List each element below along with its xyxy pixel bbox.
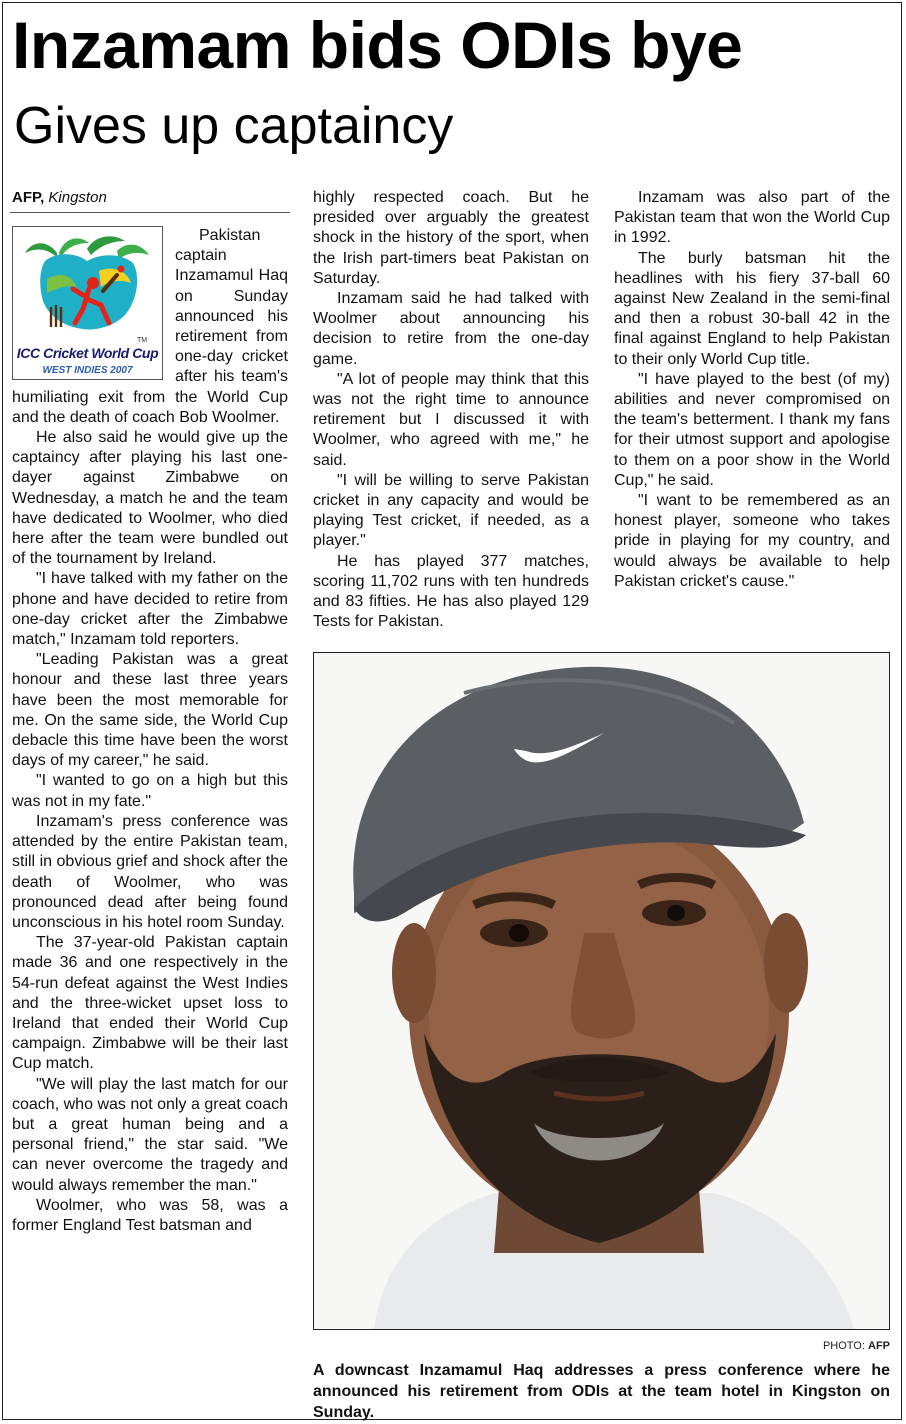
article-column-3 — [614, 188, 890, 592]
paragraph: "I have talked with my father on the phone and have decided to retire from one-day cricket after the Zimbabwe match," Inzamam told reporters. — [12, 570, 288, 649]
byline-place: Kingston — [48, 189, 107, 206]
article-column-2 — [313, 188, 589, 632]
logo-subtitle: WEST INDIES 2007 — [42, 365, 133, 376]
paragraph: "I want to be remembered as an honest player, someone who takes pride in playing for my country, and would always be available to help Pakistan cricket's cause." — [614, 492, 890, 590]
world-cup-logo — [12, 226, 163, 380]
paragraph: He has played 377 matches, scoring 11,702 runs with ten hundreds and 83 fifties. He has also played 129 Tests for Pakistan. — [313, 552, 589, 631]
paragraph: highly respected coach. But he presided over arguably the greatest shock in the history of the sport, when the Irish part-timers beat Pakistan on Saturday. — [313, 189, 589, 287]
photo-caption: A downcast Inzamamul Haq addresses a press conference where he announced his retirement from ODIs at the team hotel in Kingston on Sunday. — [313, 1362, 890, 1421]
photo-credit-label: PHOTO: — [822, 1340, 865, 1352]
paragraph: Pakistan captain Inzamamul Haq on Sunday announced his retirement from one-day cricket after his team's humiliating exit from the World Cup and the death of coach Bob Woolmer. — [12, 227, 288, 426]
paragraph: "I wanted to go on a high but this was not in my fate." — [12, 772, 288, 810]
paragraph: "A lot of people may think that this was not the right time to announce retirement but I discussed it with Woolmer, who agreed with me," he said. — [313, 370, 589, 469]
photo-credit-source: AFP — [868, 1340, 890, 1352]
inzamam-portrait-photo-icon — [314, 653, 889, 1329]
news-photo — [313, 652, 890, 1330]
byline-rule — [10, 212, 290, 213]
paragraph: Inzamam was also part of the Pakistan team that won the World Cup in 1992. — [614, 189, 890, 247]
logo-trademark: TM — [137, 337, 148, 344]
paragraph: Inzamam's press conference was attended by the entire Pakistan team, still in obvious grief and shock after the death of Woolmer, who was pronounced dead after being found unconscious in his hotel room Sunday. — [12, 812, 288, 931]
paragraph: The burly batsman hit the headlines with his fiery 37-ball 60 against New Zealand in the semi-final and then a robust 30-ball 42 in the final against England to help Pakistan to their only World Cup title. — [614, 249, 890, 368]
logo-title: ICC Cricket World Cup — [16, 345, 159, 361]
paragraph: "Leading Pakistan was a great honour and these last three years have been the most memorable for me. On the same side, the World Cup debacle this time have been the worst days of my career," he said. — [12, 651, 288, 770]
paragraph: Woolmer, who was 58, was a former England Test batsman and — [12, 1196, 288, 1234]
article-column-1 — [12, 226, 288, 1236]
byline-agency: AFP, — [12, 189, 45, 206]
cricket-world-cup-logo-icon — [17, 231, 158, 341]
paragraph: The 37-year-old Pakistan captain made 36 and one respectively in the 54-run defeat against the West Indies and the three-wicket upset loss to Ireland that ended their World Cup campaign. Zimbabwe will be their last Cup match. — [12, 934, 288, 1073]
byline — [12, 188, 107, 208]
paragraph: He also said he would give up the captaincy after playing his last one-dayer against Zimbabwe on Wednesday, a match he and the team have dedicated to Woolmer, who died here after the team were bundled out of the tournament by Ireland. — [12, 429, 288, 568]
photo-credit — [700, 1340, 890, 1352]
paragraph: "I will be willing to serve Pakistan cricket in any capacity and would be playing Test cricket, if needed, as a player." — [313, 471, 589, 550]
paragraph: "I have played to the best (of my) abilities and never compromised on the team's betterment. I thank my fans for their utmost support and apologise to them on a poor show in the World Cup," he said. — [614, 370, 890, 489]
paragraph: Inzamam said he had talked with Woolmer about announcing his decision to retire from the one-day game. — [313, 290, 589, 368]
subheadline: Gives up captaincy — [14, 97, 454, 155]
paragraph: "We will play the last match for our coach, who was not only a great coach but a great human being and a personal friend," the star said. "We can never overcome the tragedy and would always remember the man." — [12, 1075, 288, 1194]
headline: Inzamam bids ODIs bye — [12, 8, 743, 82]
